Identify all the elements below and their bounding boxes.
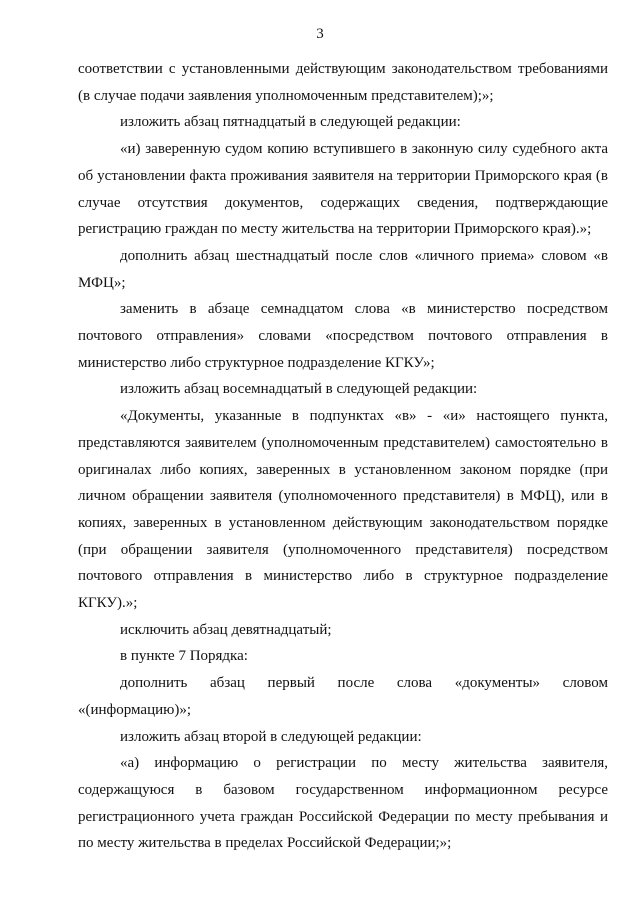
- page-number: 3: [316, 26, 324, 42]
- paragraph: «и) заверенную судом копию вступившего в законную силу судебного акта об установлении факта проживания заявителя на территории Приморского края (в случае отсутствия документов, содержащих сведения, подтверждающие регистрацию граждан по месту жительства на территории Приморского края).»;: [78, 141, 608, 238]
- paragraph: исключить абзац девятнадцатый;: [120, 621, 332, 638]
- paragraph: дополнить абзац первый после слова «документы» словом «(информацию)»;: [78, 675, 608, 718]
- paragraph: «Документы, указанные в подпунктах «в» - «и» настоящего пункта, представляются заявителем (уполномоченным представителем) самостоятельно в оригиналах либо копиях, заверенных в установленном законом порядке (при личном обращении заявителя (уполномоченного представителя) в МФЦ), или в копиях, заверенных в установленном действующим законодательством порядке (при обращении заявителя (уполномоченного представителя) посредством почтового отправления в министерство либо в структурное подразделение КГКУ).»;: [78, 408, 608, 612]
- paragraph: изложить абзац пятнадцатый в следующей редакции:: [120, 114, 461, 131]
- paragraph: заменить в абзаце семнадцатом слова «в министерство посредством почтового отправления» словами «посредством почтового отправления в министерство либо структурное подразделение КГКУ»;: [78, 301, 608, 371]
- paragraph: в пункте 7 Порядка:: [120, 648, 248, 665]
- paragraph: изложить абзац второй в следующей редакции:: [120, 728, 422, 745]
- paragraph: изложить абзац восемнадцатый в следующей редакции:: [120, 381, 478, 398]
- document-body: [78, 56, 608, 857]
- paragraph: «а) информацию о регистрации по месту жительства заявителя, содержащуюся в базовом государственном информационном ресурсе регистрационного учета граждан Российской Федерации по месту пребывания и по месту жительства в пределах Российской Федерации;»;: [78, 755, 608, 852]
- paragraph: соответствии с установленными действующим законодательством требованиями (в случае подачи заявления уполномоченным представителем);»;: [78, 61, 608, 104]
- paragraph: дополнить абзац шестнадцатый после слов «личного приема» словом «в МФЦ»;: [78, 247, 608, 291]
